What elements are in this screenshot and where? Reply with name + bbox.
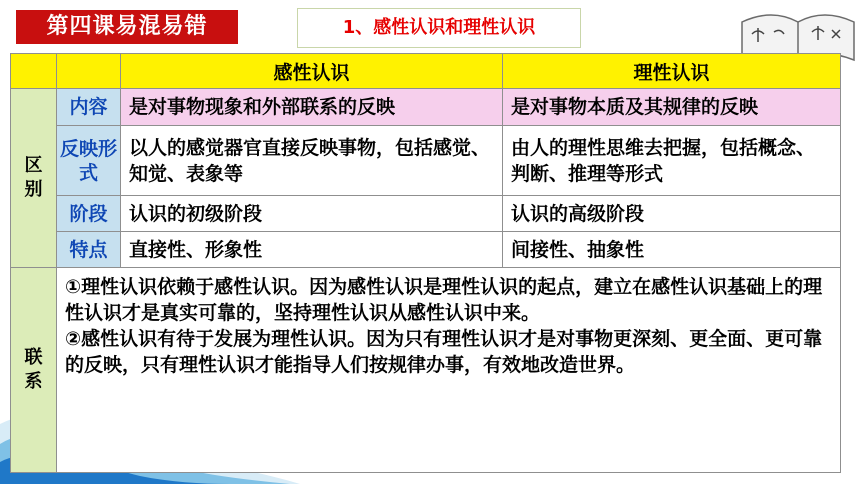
- table-row: [11, 126, 841, 196]
- header-perceptual: 感性认识: [121, 54, 503, 89]
- row-label: 阶段: [57, 196, 121, 232]
- header-blank-cell: [57, 54, 121, 89]
- connection-point-2: ②感性认识有待于发展为理性认识。因为只有理性认识才是对事物更深刻、更全面、更可靠的反映，只有理性认识才能指导人们按规律办事，有效地改造世界。: [65, 328, 823, 376]
- section-difference-char: 区: [24, 155, 43, 176]
- section-connection-char: 系: [24, 371, 43, 392]
- lesson-badge: 第四课易混易错: [16, 10, 238, 44]
- topic-title: 1、感性认识和理性认识: [297, 8, 581, 48]
- header-blank-cell: [11, 54, 57, 89]
- row-label: 反映形式: [57, 126, 121, 196]
- cell-perceptual: 认识的初级阶段: [121, 196, 503, 232]
- cell-rational: 间接性、抽象性: [503, 232, 841, 268]
- row-label: 内容: [57, 89, 121, 126]
- table-row: [11, 268, 841, 473]
- section-difference: [11, 89, 57, 268]
- row-label: 特点: [57, 232, 121, 268]
- header-rational: 理性认识: [503, 54, 841, 89]
- cell-perceptual: 是对事物现象和外部联系的反映: [121, 89, 503, 126]
- connection-text-cell: [57, 268, 841, 473]
- table-row: [11, 232, 841, 268]
- table-row: [11, 89, 841, 126]
- cell-rational: 由人的理性思维去把握，包括概念、判断、推理等形式: [503, 126, 841, 196]
- cell-rational: 是对事物本质及其规律的反映: [503, 89, 841, 126]
- table-header-row: [11, 54, 841, 89]
- cell-perceptual: 直接性、形象性: [121, 232, 503, 268]
- comparison-table: [10, 53, 841, 473]
- section-connection-char: 联: [24, 347, 43, 368]
- cell-rational: 认识的高级阶段: [503, 196, 841, 232]
- cell-perceptual: 以人的感觉器官直接反映事物，包括感觉、知觉、表象等: [121, 126, 503, 196]
- section-difference-char: 别: [24, 179, 43, 200]
- connection-point-1: ①理性认识依赖于感性认识。因为感性认识是理性认识的起点，建立在感性认识基础上的理性认识才是真实可靠的，坚持理性认识从感性认识中来。: [65, 276, 823, 324]
- table-row: [11, 196, 841, 232]
- section-connection: [11, 268, 57, 473]
